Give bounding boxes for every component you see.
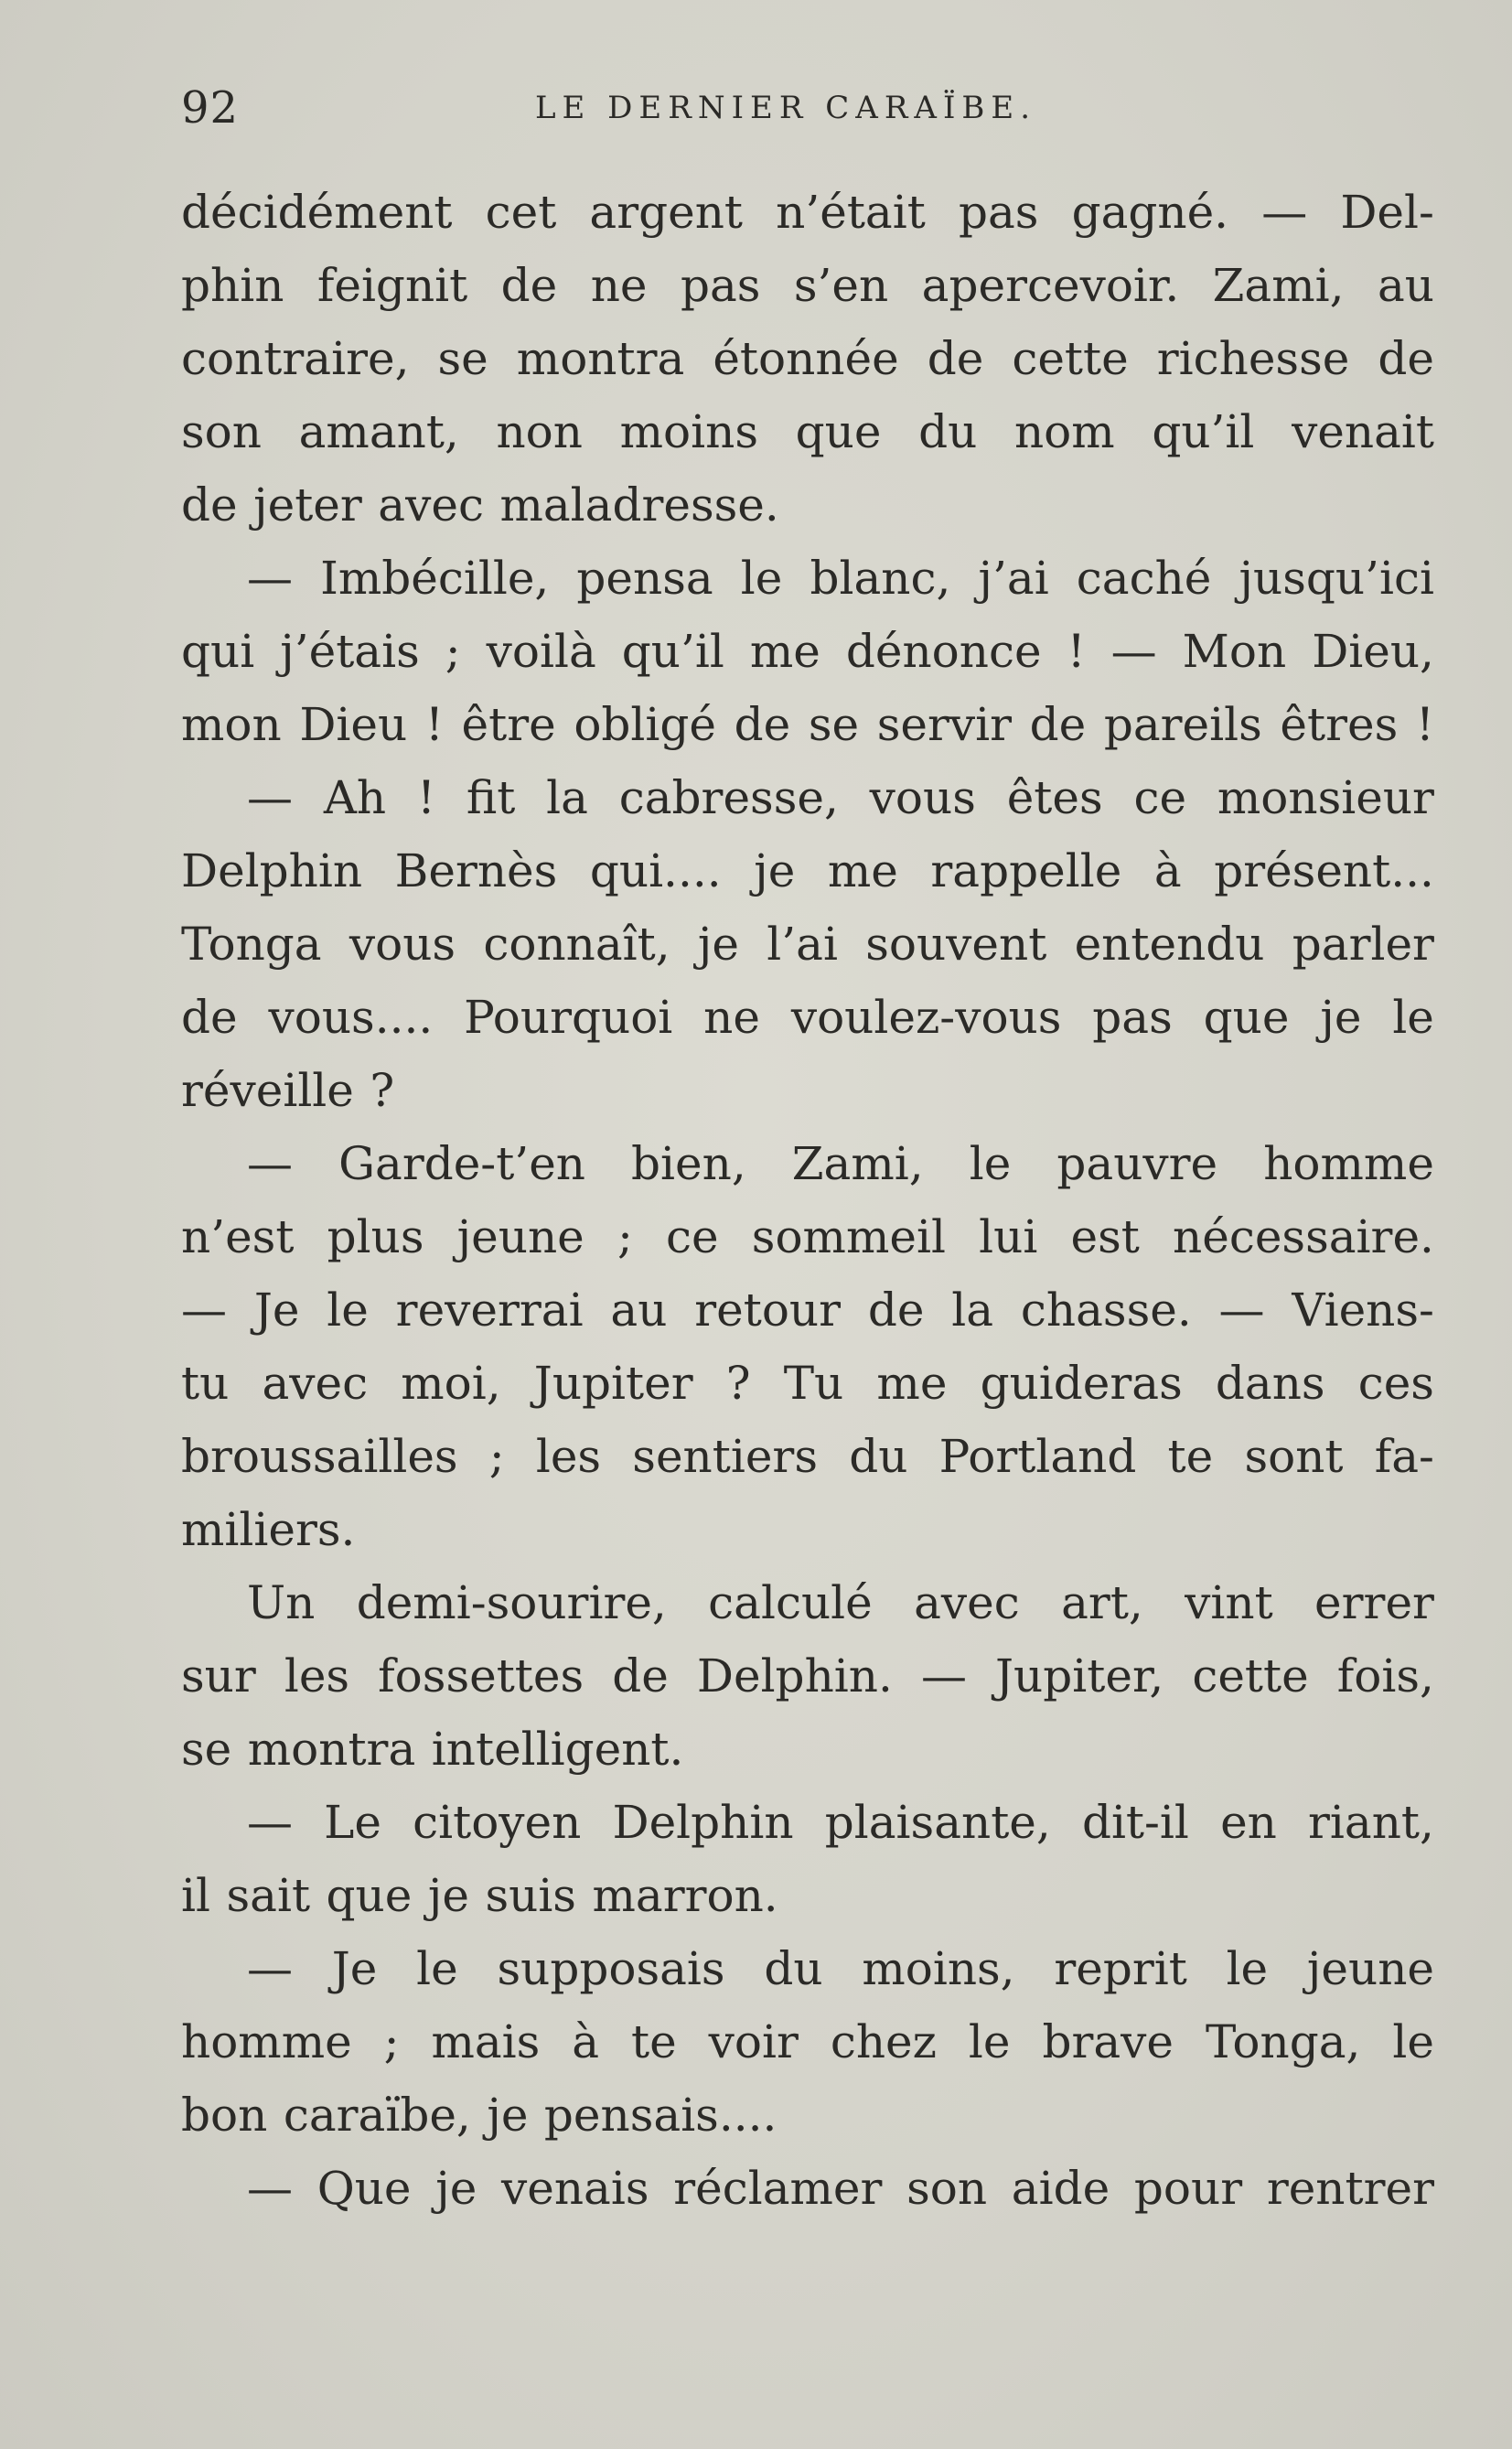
text-line: — Garde-t’en bien, Zami, le pauvre homme [247, 1137, 1434, 1190]
text-line: Tonga vous connaît, je l’ai souvent entendu parler [181, 918, 1434, 971]
text-line: réveille ? [181, 1064, 395, 1117]
text-line: son amant, non moins que du nom qu’il venait [181, 405, 1434, 458]
text-line: bon caraïbe, je pensais.... [181, 2089, 777, 2142]
text-line: se montra intelligent. [181, 1723, 684, 1776]
text-line: — Le citoyen Delphin plaisante, dit-il en riant, [247, 1796, 1434, 1849]
text-line: il sait que je suis marron. [181, 1869, 778, 1922]
text-line: broussailles ; les sentiers du Portland te sont fa- [181, 1430, 1434, 1483]
text-line: tu avec moi, Jupiter ? Tu me guideras dans ces [181, 1357, 1434, 1410]
text-line: — Que je venais réclamer son aide pour rentrer [247, 2162, 1434, 2215]
running-title: LE DERNIER CARAÏBE. [534, 90, 1037, 126]
text-line: — Je le reverrai au retour de la chasse. — Viens- [181, 1284, 1434, 1337]
text-line: qui j’étais ; voilà qu’il me dénonce ! — Mon Dieu, [181, 625, 1434, 678]
text-line: de vous.... Pourquoi ne voulez-vous pas que je le [181, 991, 1434, 1044]
text-line: sur les fossettes de Delphin. — Jupiter, cette fois, [181, 1649, 1434, 1702]
text-line: décidément cet argent n’était pas gagné. — Del- [181, 186, 1434, 239]
body-text [181, 176, 1434, 2225]
text-line: — Ah ! fit la cabresse, vous êtes ce monsieur [247, 771, 1434, 824]
text-line: mon Dieu ! être obligé de se servir de pareils êtres ! [181, 698, 1434, 751]
text-line: phin feignit de ne pas s’en apercevoir. Zami, au [181, 259, 1434, 312]
text-line: de jeter avec maladresse. [181, 478, 779, 532]
text-line: miliers. [181, 1503, 356, 1556]
text-line: — Je le supposais du moins, reprit le jeune [247, 1942, 1434, 1995]
text-line: homme ; mais à te voir chez le brave Tonga, le [181, 2015, 1434, 2068]
text-line: n’est plus jeune ; ce sommeil lui est nécessaire. [181, 1210, 1434, 1263]
text-line: Delphin Bernès qui.... je me rappelle à présent... [181, 844, 1434, 897]
text-line: contraire, se montra étonnée de cette richesse de [181, 332, 1434, 385]
running-head [181, 81, 1390, 135]
page-number: 92 [181, 82, 240, 134]
text-line: — Imbécille, pensa le blanc, j’ai caché jusqu’ici [247, 552, 1434, 605]
text-line: Un demi-sourire, calculé avec art, vint errer [247, 1576, 1434, 1629]
